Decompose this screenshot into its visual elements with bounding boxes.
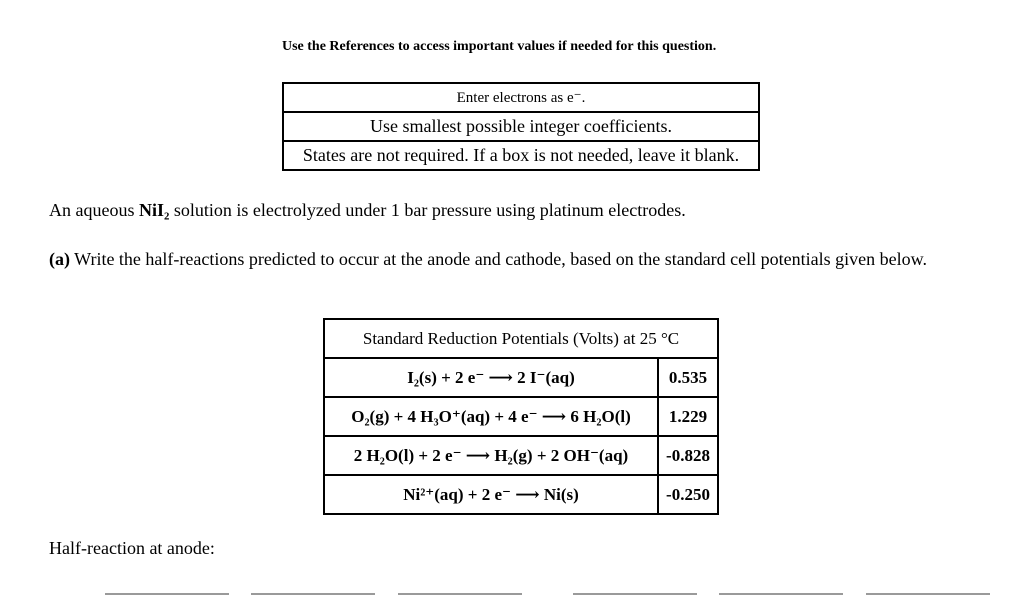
anode-answer-blank-2[interactable] bbox=[251, 593, 375, 595]
table-row bbox=[324, 436, 718, 475]
potentials-header: Standard Reduction Potentials (Volts) at 25 °C bbox=[324, 319, 718, 358]
part-a-text: Write the half-reactions predicted to occur at the anode and cathode, based on the standard cell potentials given below. bbox=[70, 249, 927, 269]
anode-answer-blank-3[interactable] bbox=[398, 593, 522, 595]
intro-before: An aqueous bbox=[49, 200, 139, 220]
potential-value-cell: 1.229 bbox=[658, 397, 718, 436]
part-a-question bbox=[49, 247, 959, 271]
potential-value-cell: -0.250 bbox=[658, 475, 718, 514]
problem-intro bbox=[49, 198, 686, 222]
references-note: Use the References to access important values if needed for this question. bbox=[282, 39, 717, 54]
anode-half-reaction-label: Half-reaction at anode: bbox=[49, 538, 215, 558]
anode-answer-blank-1[interactable] bbox=[105, 593, 229, 595]
reduction-potentials-table bbox=[323, 318, 719, 515]
reaction-cell: 2 H₂O(l) + 2 e⁻ ⟶ H₂(g) + 2 OH⁻(aq) bbox=[324, 436, 658, 475]
table-row bbox=[324, 358, 718, 397]
anode-answer-blank-4[interactable] bbox=[573, 593, 697, 595]
reaction-cell: Ni²⁺(aq) + 2 e⁻ ⟶ Ni(s) bbox=[324, 475, 658, 514]
instruction-states: States are not required. If a box is not needed, leave it blank. bbox=[283, 141, 759, 170]
anode-answer-blank-6[interactable] bbox=[866, 593, 990, 595]
potential-value-cell: -0.828 bbox=[658, 436, 718, 475]
anode-answer-blank-5[interactable] bbox=[719, 593, 843, 595]
compound-formula: NiI₂ bbox=[138, 200, 170, 220]
table-row bbox=[324, 475, 718, 514]
instruction-coefficients: Use smallest possible integer coefficients. bbox=[283, 112, 759, 141]
instructions-box bbox=[282, 82, 760, 171]
reaction-cell: I₂(s) + 2 e⁻ ⟶ 2 I⁻(aq) bbox=[324, 358, 658, 397]
potential-value-cell: 0.535 bbox=[658, 358, 718, 397]
intro-after: solution is electrolyzed under 1 bar pressure using platinum electrodes. bbox=[169, 200, 686, 220]
part-a-label: (a) bbox=[49, 249, 70, 269]
reaction-cell: O₂(g) + 4 H₃O⁺(aq) + 4 e⁻ ⟶ 6 H₂O(l) bbox=[324, 397, 658, 436]
table-row bbox=[324, 397, 718, 436]
instruction-electrons: Enter electrons as e⁻. bbox=[283, 83, 759, 112]
